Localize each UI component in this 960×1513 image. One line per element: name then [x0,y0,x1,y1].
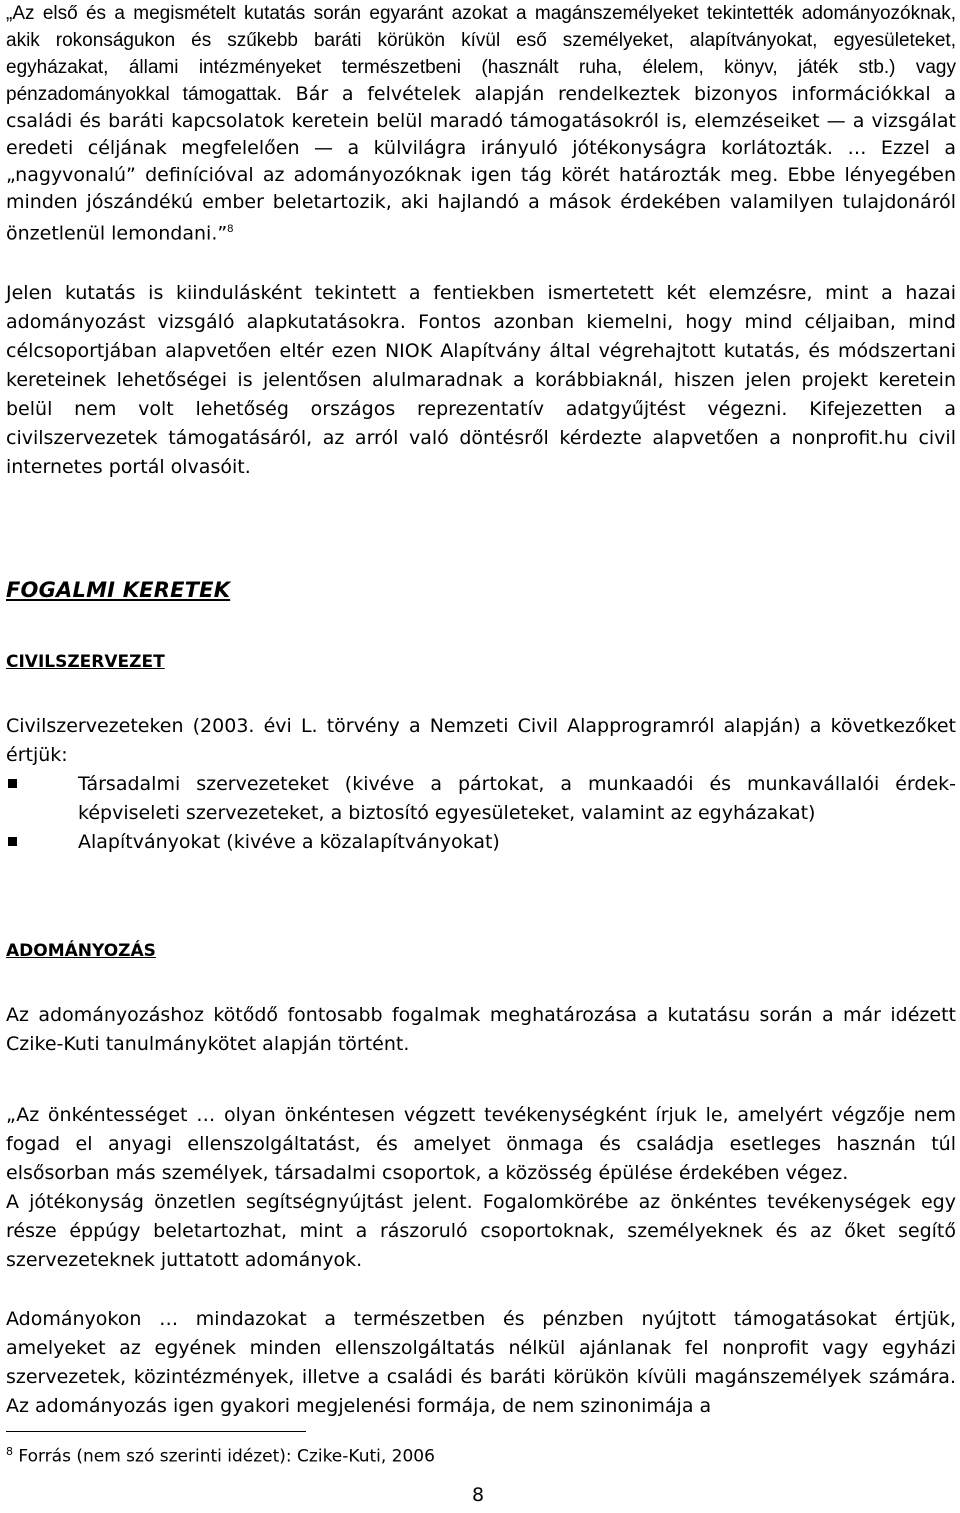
page-number: 8 [472,1484,485,1506]
intro-quote-part-a: „Az első és a megismételt kutatás során egyaránt azokat a magánszemélyeket tekintették adományozóknak, akik rokonságukon és szűkebb baráti körükön kívül eső személyeket, alapítványokat, egyesületeket, egyházakat, állami intézményeket természetbeni (használt ruha, élelem, könyv, játék stb.) vagy pénzadományokkal támogattak. [6,3,956,105]
civilszervezet-intro: Civilszervezeteken (2003. évi L. törvény a Nemzeti Civil Alapprogramról alapján) a következőket értjük: [6,715,956,767]
square-bullet-icon [8,779,17,788]
footnote-divider [6,1431,306,1432]
research-context-paragraph: Jelen kutatás is kiindulásként tekintett a fentiekben ismertetett két elemzésre, mint a hazai adományozást vizsgáló alapkutatásokra. Fontos azonban kiemelni, hogy mind céljaiban, mind célcsoportjában alapvetően eltér ezen NIOK Alapítvány által végrehajtott kutatás, és módszertani kereteinek lehetőségei is jelentősen alulmaradnak a korábbiaknál, hiszen jelen projekt keretein belül nem volt lehetőség országos reprezentatív adatgyűjtést végezni. Kifejezetten a civilszervezetek támogatásáról, az arról való döntésről kérdezte alapvetően a nonprofit.hu civil internetes portál olvasóit. [6,282,956,479]
footnote-number: 8 [6,1445,13,1458]
list-item-text: Társadalmi szervezeteket (kivéve a pártokat, a munkaadói és munkavállalói érdek-képviseleti szervezeteket, a biztosító egyesületeket, valamint az egyházakat) [78,773,956,825]
list-item [6,770,956,828]
footnote-text: Forrás (nem szó szerinti idézet): Czike-Kuti, 2006 [13,1446,435,1467]
intro-quote-part-b: Bár a felvételek alapján rendelkeztek bizonyos információkkal a családi és baráti kapcsolatok keretein belül maradó támogatásokról is, elemzéseiket — a vizsgálat eredeti céljának megfelelően — a külvilágra irányuló jótékonyságra korlátozták. … Ezzel a „nagyvonalú” definícióval az adományozóknak igen tág körét határozták meg. Ebbe lényegében minden jószándékú ember beletartozik, aki hajlandó a mások érdekében valamilyen tulajdonáról önzetlenül lemondani.” [6,83,956,245]
footnote-reference: 8 [227,223,234,235]
document-page [6,0,956,1513]
subsection-title-adomanyozas: ADOMÁNYOZÁS [6,941,156,962]
intro-quote-paragraph [6,0,956,247]
square-bullet-icon [8,837,17,846]
list-item [6,828,956,857]
volunteering-definition: „Az önkéntességet … olyan önkéntesen végzett tevékenységként írjuk le, amelyért végzője nem fogad el anyagi ellenszolgáltatást, és amelyet önmaga és családja esetleges hasznán túl elsősorban más személyek, társadalmi csoportok, a közösség épülése érdekében végez. [6,1104,956,1185]
footnote [6,1440,435,1469]
civilszervezet-list [6,770,956,857]
adomanyozas-intro: Az adományozáshoz kötődő fontosabb fogalmak meghatározása a kutatásu során a már idézett Czike-Kuti tanulmánykötet alapján történt. [6,1004,956,1056]
section-title-fogalmi-keretek: FOGALMI KERETEK [6,578,231,603]
charity-definition: A jótékonyság önzetlen segítségnyújtást jelent. Fogalomkörébe az önkéntes tevékenységek egy része éppúgy beletartozhat, mint a rászoruló csoportoknak, személyeknek és az őket segítő szervezeteknek juttatott adományok. [6,1191,956,1272]
subsection-title-civilszervezet: CIVILSZERVEZET [6,652,165,673]
list-item-text: Alapítványokat (kivéve a közalapítványokat) [78,831,500,854]
donation-definition: Adományokon … mindazokat a természetben és pénzben nyújtott támogatásokat értjük, amelyeket az egyének minden ellenszolgáltatás nélkül ajánlanak fel nonprofit vagy egyházi szervezetek, közintézmények, illetve a családi és baráti körükön kívüli magánszemélyek számára. Az adományozás igen gyakori megjelenési formája, de nem szinonimája a [6,1308,956,1418]
